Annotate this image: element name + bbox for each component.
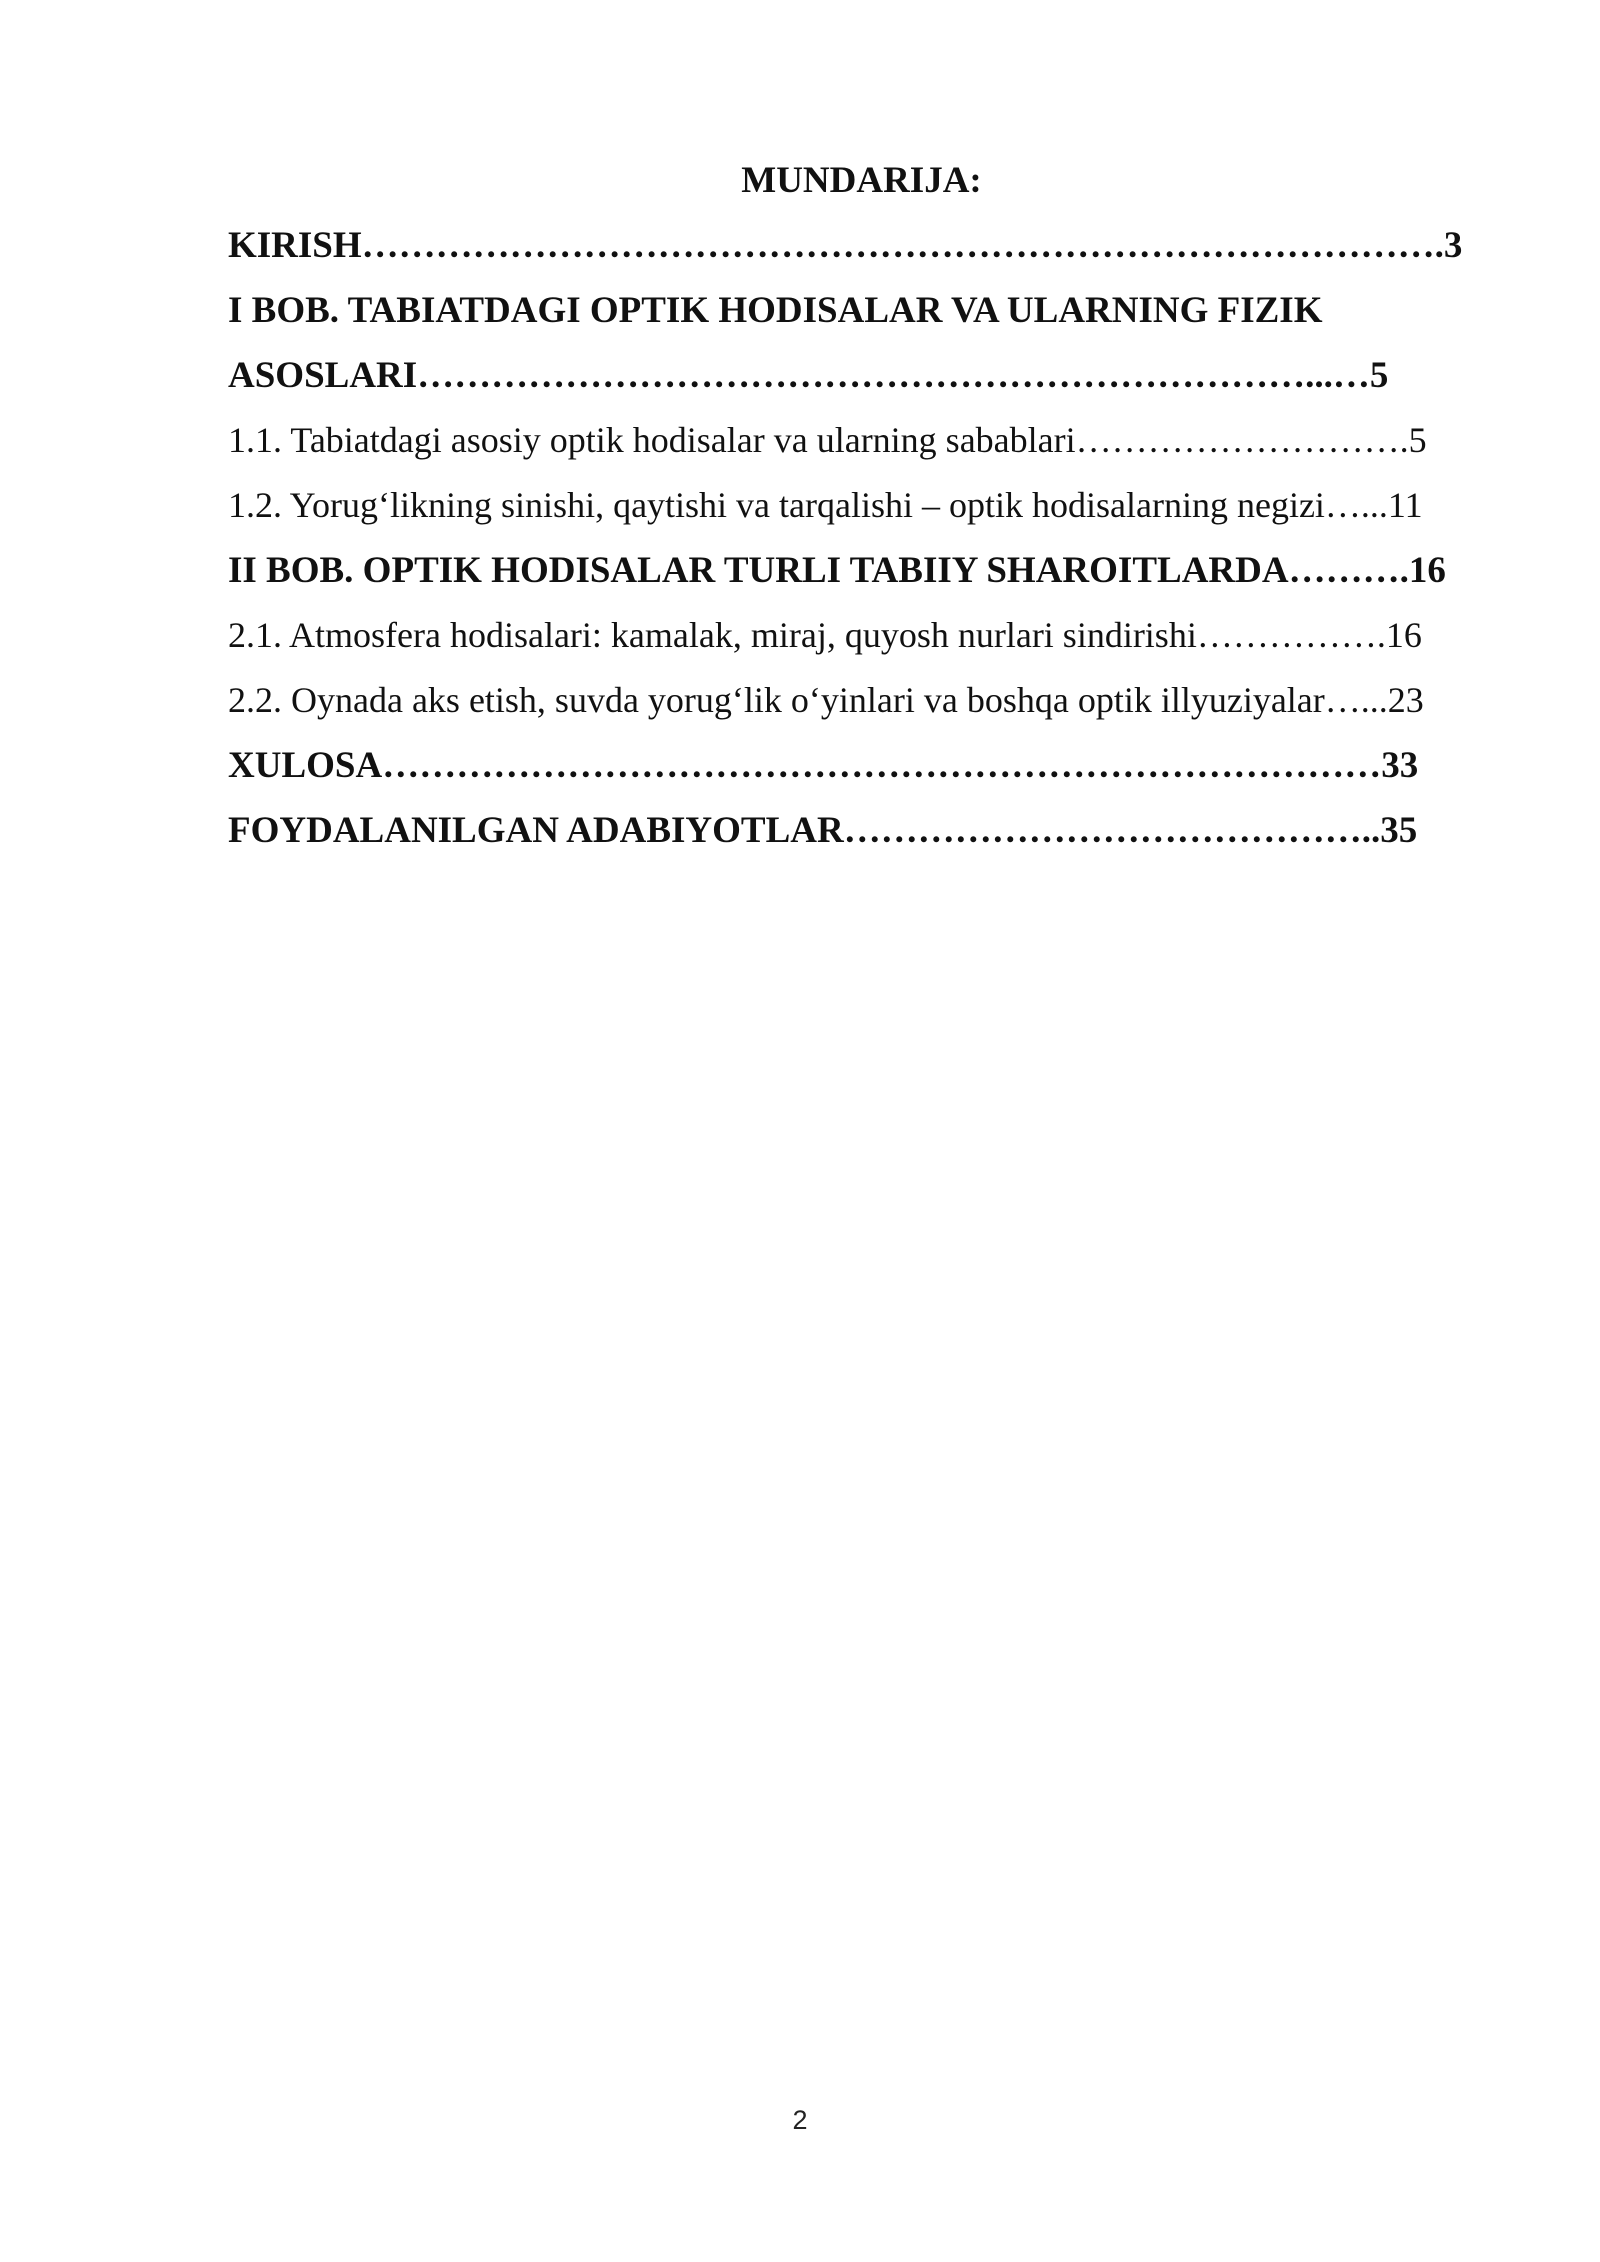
toc-entry-adabiyotlar: FOYDALANILGAN ADABIYOTLAR……………………………………..35 <box>228 810 1418 851</box>
toc-title: MUNDARIJA: <box>741 160 982 201</box>
toc-entry-section-1-2: 1.2. Yorug‘likning sinishi, qaytishi va tarqalishi – optik hodisalarning negizi…...11 <box>228 485 1423 525</box>
toc-entry-chapter-1-continuation: ASOSLARI………………………………………………………………...…5 <box>228 355 1389 396</box>
toc-entry-kirish: KIRISH…………………………………………………………………………….3 <box>228 225 1463 266</box>
page-number: 2 <box>792 2105 808 2135</box>
toc-entry-section-1-1: 1.1. Tabiatdagi asosiy optik hodisalar va ularning sabablari……………………….5 <box>228 420 1427 460</box>
table-of-contents <box>228 148 1485 863</box>
toc-entry-section-2-1: 2.1. Atmosfera hodisalari: kamalak, miraj, quyosh nurlari sindirishi…………….16 <box>228 615 1422 655</box>
toc-entry-section-2-2: 2.2. Oynada aks etish, suvda yorug‘lik o‘yinlari va boshqa optik illyuziyalar…...23 <box>228 680 1424 720</box>
toc-entry-xulosa: XULOSA………………………………………………………………………33 <box>228 745 1419 786</box>
toc-entry-chapter-2: II BOB. OPTIK HODISALAR TURLI TABIIY SHAROITLARDA……….16 <box>228 550 1446 591</box>
toc-entry-chapter-1-title: I BOB. TABIATDAGI OPTIK HODISALAR VA ULARNING FIZIK <box>228 290 1323 331</box>
